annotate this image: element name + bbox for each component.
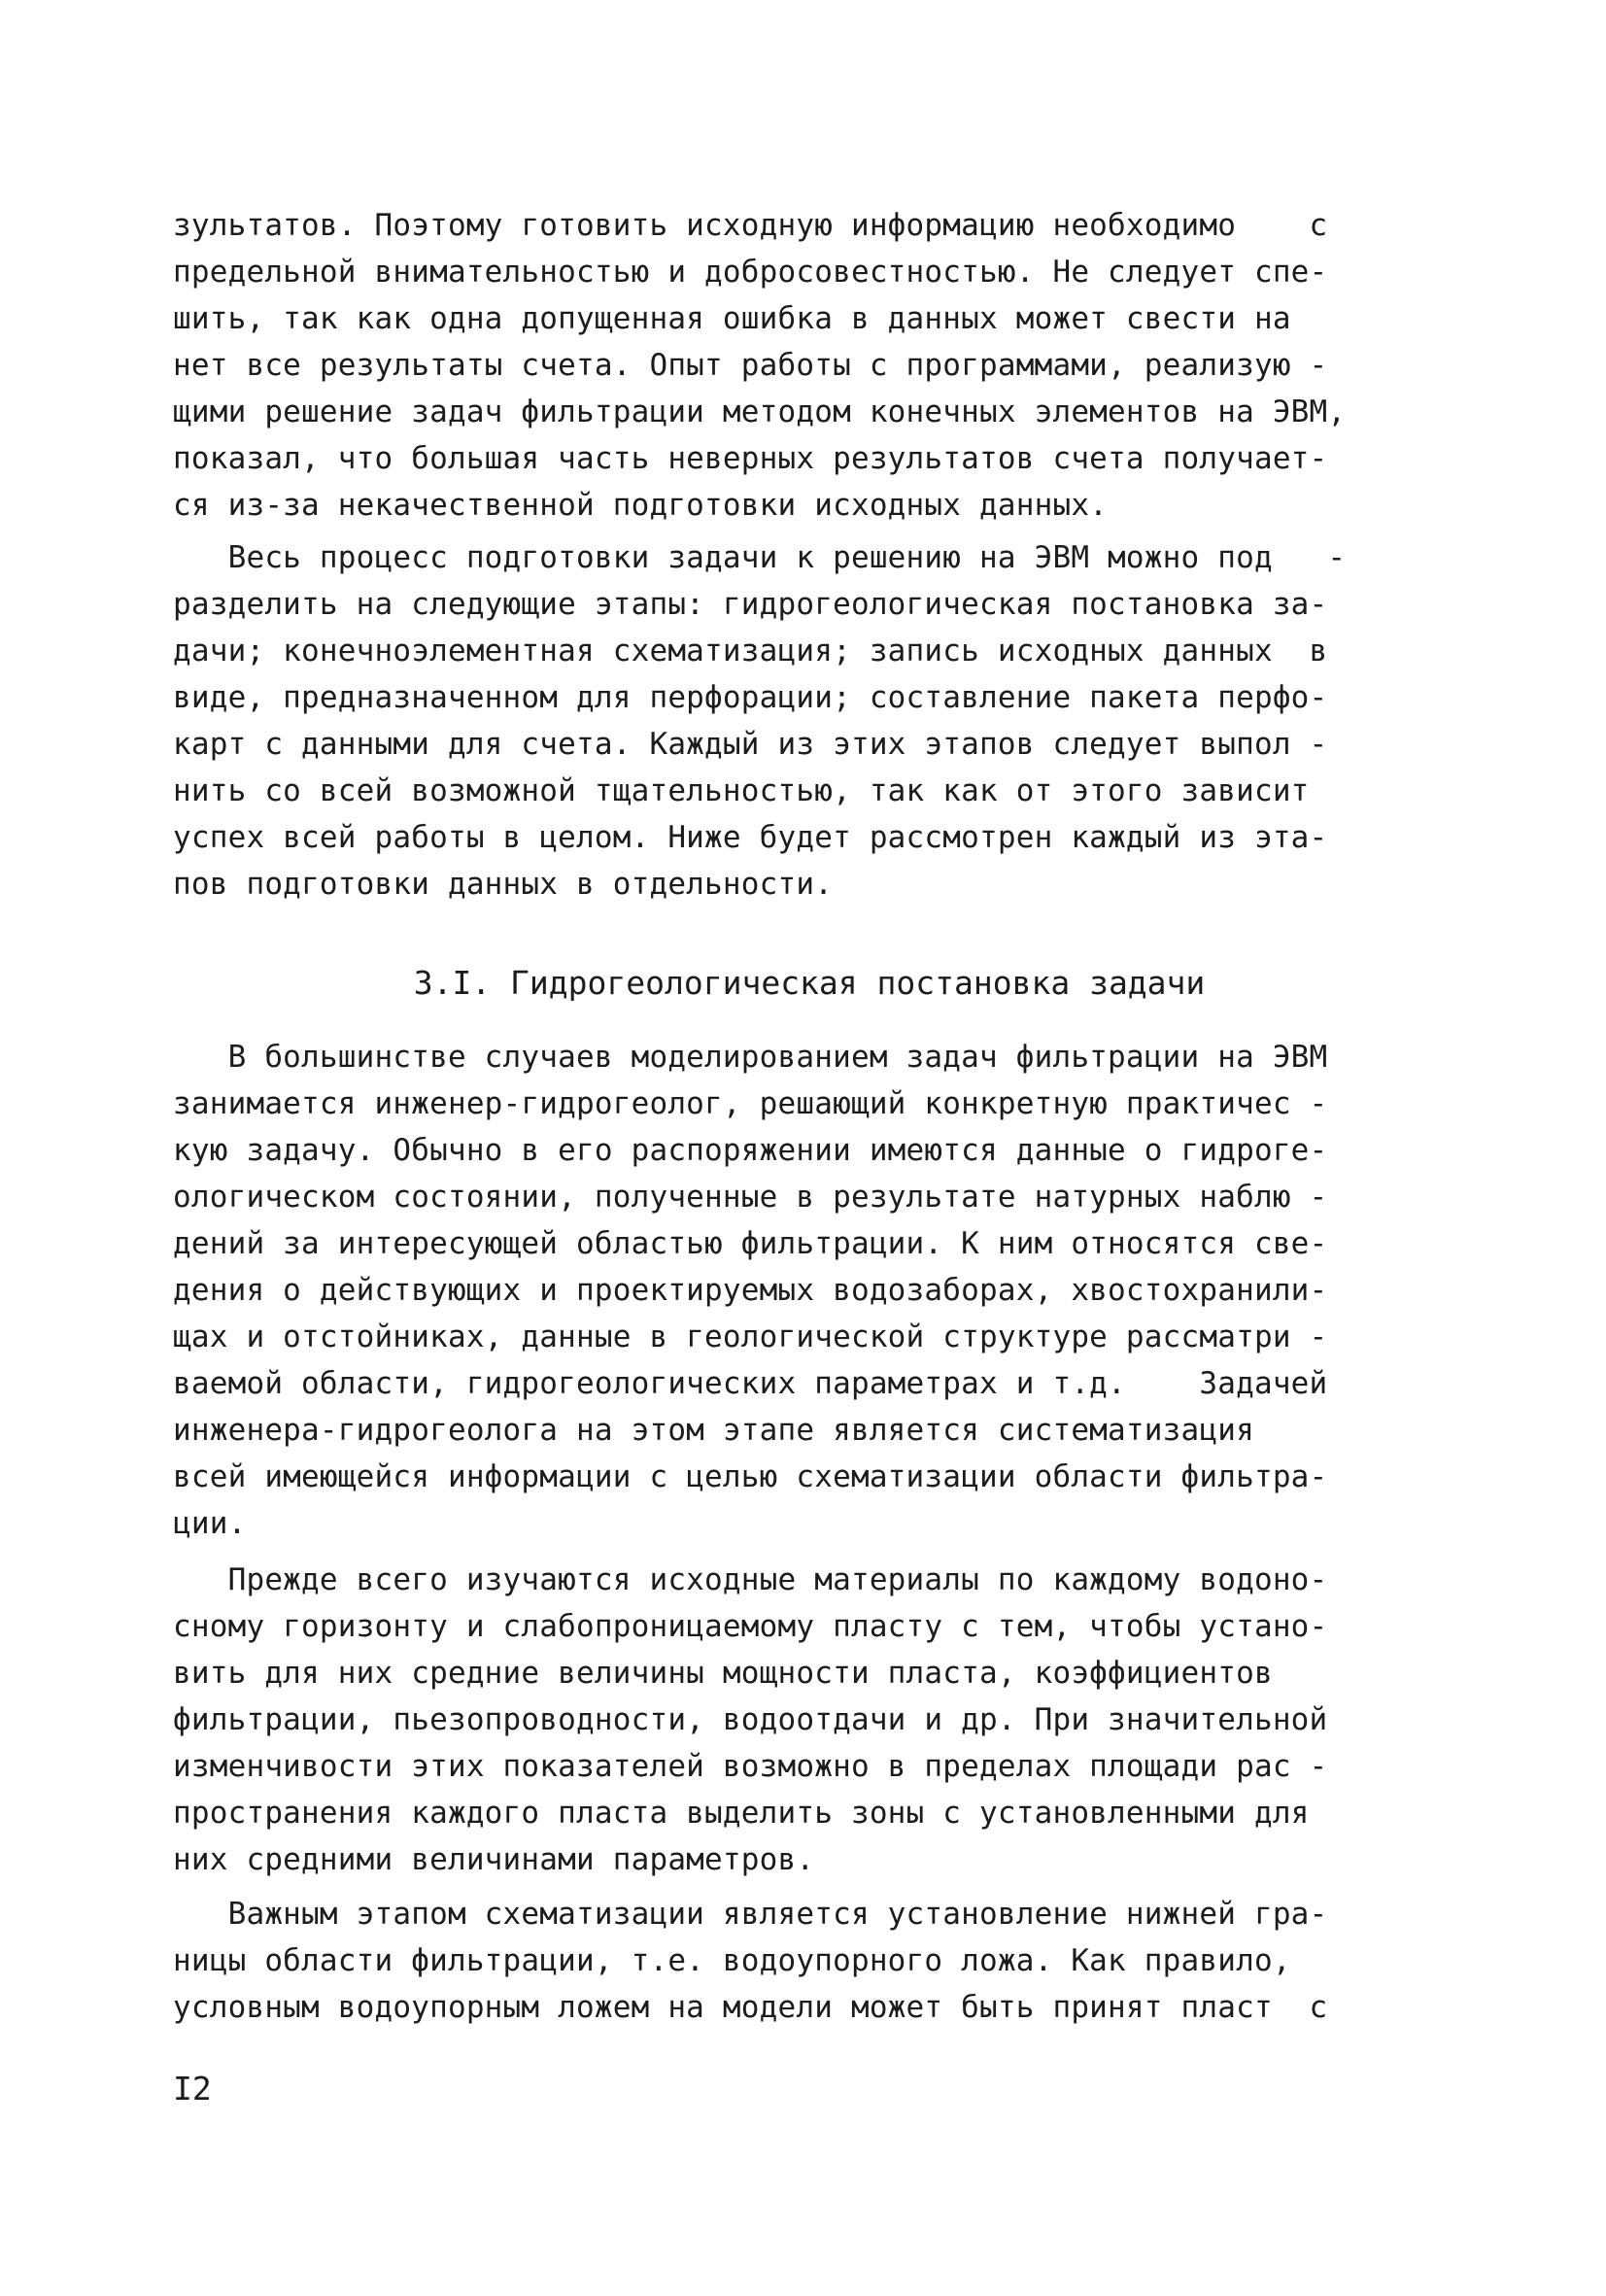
text-line: разделить на следующие этапы: гидрогеологическая постановка за- — [173, 587, 1328, 622]
text-line: пов подготовки данных в отдельности. — [173, 867, 834, 902]
text-line: дачи; конечноэлементная схематизация; запись исходных данных в — [173, 634, 1328, 668]
text-line: фильтрации, пьезопроводности, водоотдачи и др. При значительной — [173, 1702, 1328, 1737]
text-line: шить, так как одна допущенная ошибка в данных может свести на — [173, 301, 1291, 336]
text-line: условным водоупорным ложем на модели может быть принят пласт с — [173, 1990, 1328, 2025]
text-line: ся из-за некачественной подготовки исходных данных. — [173, 488, 1109, 523]
text-line: предельной внимательностью и добросовестностью. Не следует спе- — [173, 255, 1328, 290]
text-line: Весь процесс подготовки задачи к решению на ЭВМ можно под - — [173, 540, 1347, 575]
text-line: виде, предназначенном для перфорации; составление пакета перфо- — [173, 680, 1328, 715]
text-line: нет все результаты счета. Опыт работы с программами, реализую - — [173, 348, 1328, 383]
text-line: зультатов. Поэтому готовить исходную информацию необходимо с — [173, 208, 1328, 243]
text-line: сному горизонту и слабопроницаемому пласту с тем, чтобы устано- — [173, 1609, 1328, 1644]
text-line: щах и отстойниках, данные в геологической структуре рассматри - — [173, 1319, 1328, 1354]
text-line: занимается инженер-гидрогеолог, решающий конкретную практичес - — [173, 1086, 1328, 1121]
text-line: успех всей работы в целом. Ниже будет рассмотрен каждый из эта- — [173, 820, 1328, 855]
text-line: ваемой области, гидрогеологических параметрах и т.д. Задачей — [173, 1366, 1328, 1401]
text-line: дения о действующих и проектируемых водозаборах, хвостохранили- — [173, 1273, 1328, 1308]
text-line: них средними величинами параметров. — [173, 1842, 815, 1877]
text-line: изменчивости этих показателей возможно в пределах площади рас - — [173, 1749, 1328, 1784]
text-line: нить со всей возможной тщательностью, так как от этого зависит — [173, 773, 1310, 808]
text-line: дений за интересующей областью фильтрации. К ним относятся све- — [173, 1226, 1328, 1261]
text-line: кую задачу. Обычно в его распоряжении имеются данные о гидроге- — [173, 1133, 1328, 1168]
page-number: I2 — [173, 2070, 212, 2108]
text-line: ницы области фильтрации, т.е. водоупорного ложа. Как правило, — [173, 1943, 1291, 1978]
text-line: всей имеющейся информации с целью схематизации области фильтра- — [173, 1459, 1328, 1494]
text-line: пространения каждого пласта выделить зоны с установленными для — [173, 1796, 1310, 1831]
text-line: карт с данными для счета. Каждый из этих этапов следует выпол - — [173, 727, 1328, 762]
section-heading: 3.I. Гидрогеологическая постановка задачи — [413, 964, 1206, 1002]
text-line: Прежде всего изучаются исходные материалы по каждому водоно- — [173, 1562, 1328, 1597]
text-line: показал, что большая часть неверных результатов счета получает- — [173, 441, 1328, 476]
text-line: вить для них средние величины мощности пласта, коэффициентов — [173, 1656, 1273, 1691]
text-line: ологическом состоянии, полученные в результате натурных наблю - — [173, 1180, 1328, 1215]
text-line: ции. — [173, 1506, 247, 1541]
text-line: В большинстве случаев моделированием задач фильтрации на ЭВМ — [173, 1040, 1328, 1075]
text-line: щими решение задач фильтрации методом конечных элементов на ЭВМ, — [173, 394, 1347, 429]
text-line: Важным этапом схематизации является установление нижней гра- — [173, 1897, 1328, 1932]
text-line: инженера-гидрогеолога на этом этапе является систематизация — [173, 1413, 1254, 1448]
